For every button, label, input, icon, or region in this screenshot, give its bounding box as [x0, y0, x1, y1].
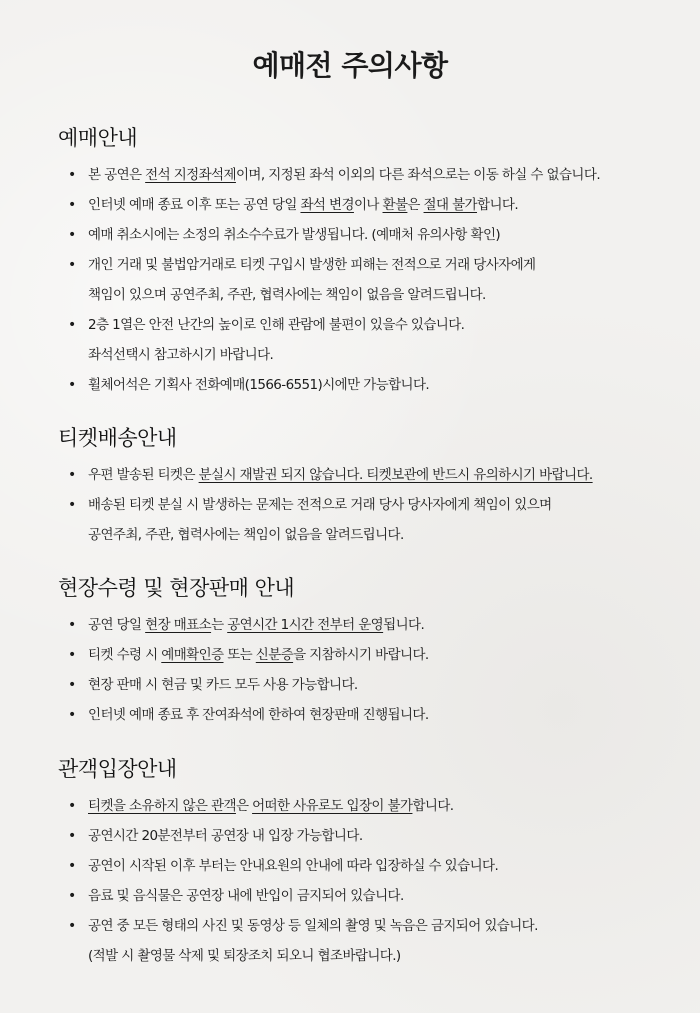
- list-item: • 인터넷 예매 종료 이후 또는 공연 당일 좌석 변경이나 환불은 절대 불가합니다.: [58, 190, 668, 220]
- section-delivery: [58, 422, 668, 550]
- bullet-list: [58, 460, 668, 550]
- list-item: • 예매 취소시에는 소정의 취소수수료가 발생됩니다. (예매처 유의사항 확인): [58, 220, 668, 250]
- list-item-continuation: (적발 시 촬영물 삭제 및 퇴장조치 되오니 협조바랍니다.): [88, 948, 401, 964]
- section-heading: 예매안내: [58, 126, 138, 150]
- bullet-list: [58, 160, 668, 400]
- section-onsite: [58, 572, 668, 730]
- section-heading: 현장수령 및 현장판매 안내: [58, 576, 295, 600]
- bullet-list: [58, 791, 668, 971]
- list-item-continuation: 좌석선택시 참고하시기 바랍니다.: [88, 347, 274, 363]
- list-item: • 개인 거래 및 불법암거래로 티켓 구입시 발생한 피해는 전적으로 거래 당사자에게: [58, 250, 668, 280]
- list-item: • 현장 판매 시 현금 및 카드 모두 사용 가능합니다.: [58, 670, 668, 700]
- list-item-continuation: 책임이 있으며 공연주최, 주관, 협력사에는 책임이 없음을 알려드립니다.: [88, 287, 486, 303]
- list-item: • 음료 및 음식물은 공연장 내에 반입이 금지되어 있습니다.: [58, 881, 668, 911]
- list-item: • 휠체어석은 기획사 전화예매(1566-6551)시에만 가능합니다.: [58, 370, 668, 400]
- bullet-list: [58, 610, 668, 730]
- list-item: • 2층 1열은 안전 난간의 높이로 인해 관람에 불편이 있을수 있습니다.: [58, 310, 668, 340]
- list-item: • 배송된 티켓 분실 시 발생하는 문제는 전적으로 거래 당사 당사자에게 책임이 있으며: [58, 490, 668, 520]
- list-item-continuation: 공연주최, 주관, 협력사에는 책임이 없음을 알려드립니다.: [88, 527, 404, 543]
- list-item: • 우편 발송된 티켓은 분실시 재발권 되지 않습니다. 티켓보관에 반드시 유의하시기 바랍니다.: [58, 460, 668, 490]
- page-title: 예매전 주의사항: [252, 49, 448, 82]
- list-item: • 공연이 시작된 이후 부터는 안내요원의 안내에 따라 입장하실 수 있습니다.: [58, 851, 668, 881]
- list-item: • 공연 당일 현장 매표소는 공연시간 1시간 전부터 운영됩니다.: [58, 610, 668, 640]
- section-admission: [58, 753, 668, 971]
- list-item: • 티켓을 소유하지 않은 관객은 어떠한 사유로도 입장이 불가합니다.: [58, 791, 668, 821]
- list-item: • 티켓 수령 시 예매확인증 또는 신분증을 지참하시기 바랍니다.: [58, 640, 668, 670]
- section-heading: 관객입장안내: [58, 757, 177, 781]
- section-heading: 티켓배송안내: [58, 426, 177, 450]
- list-item: • 본 공연은 전석 지정좌석제이며, 지정된 좌석 이외의 다른 좌석으로는 이동 하실 수 없습니다.: [58, 160, 668, 190]
- list-item: • 인터넷 예매 종료 후 잔여좌석에 한하여 현장판매 진행됩니다.: [58, 700, 668, 730]
- list-item: • 공연시간 20분전부터 공연장 내 입장 가능합니다.: [58, 821, 668, 851]
- section-booking: [58, 122, 668, 400]
- list-item: • 공연 중 모든 형태의 사진 및 동영상 등 일체의 촬영 및 녹음은 금지되어 있습니다.: [58, 911, 668, 941]
